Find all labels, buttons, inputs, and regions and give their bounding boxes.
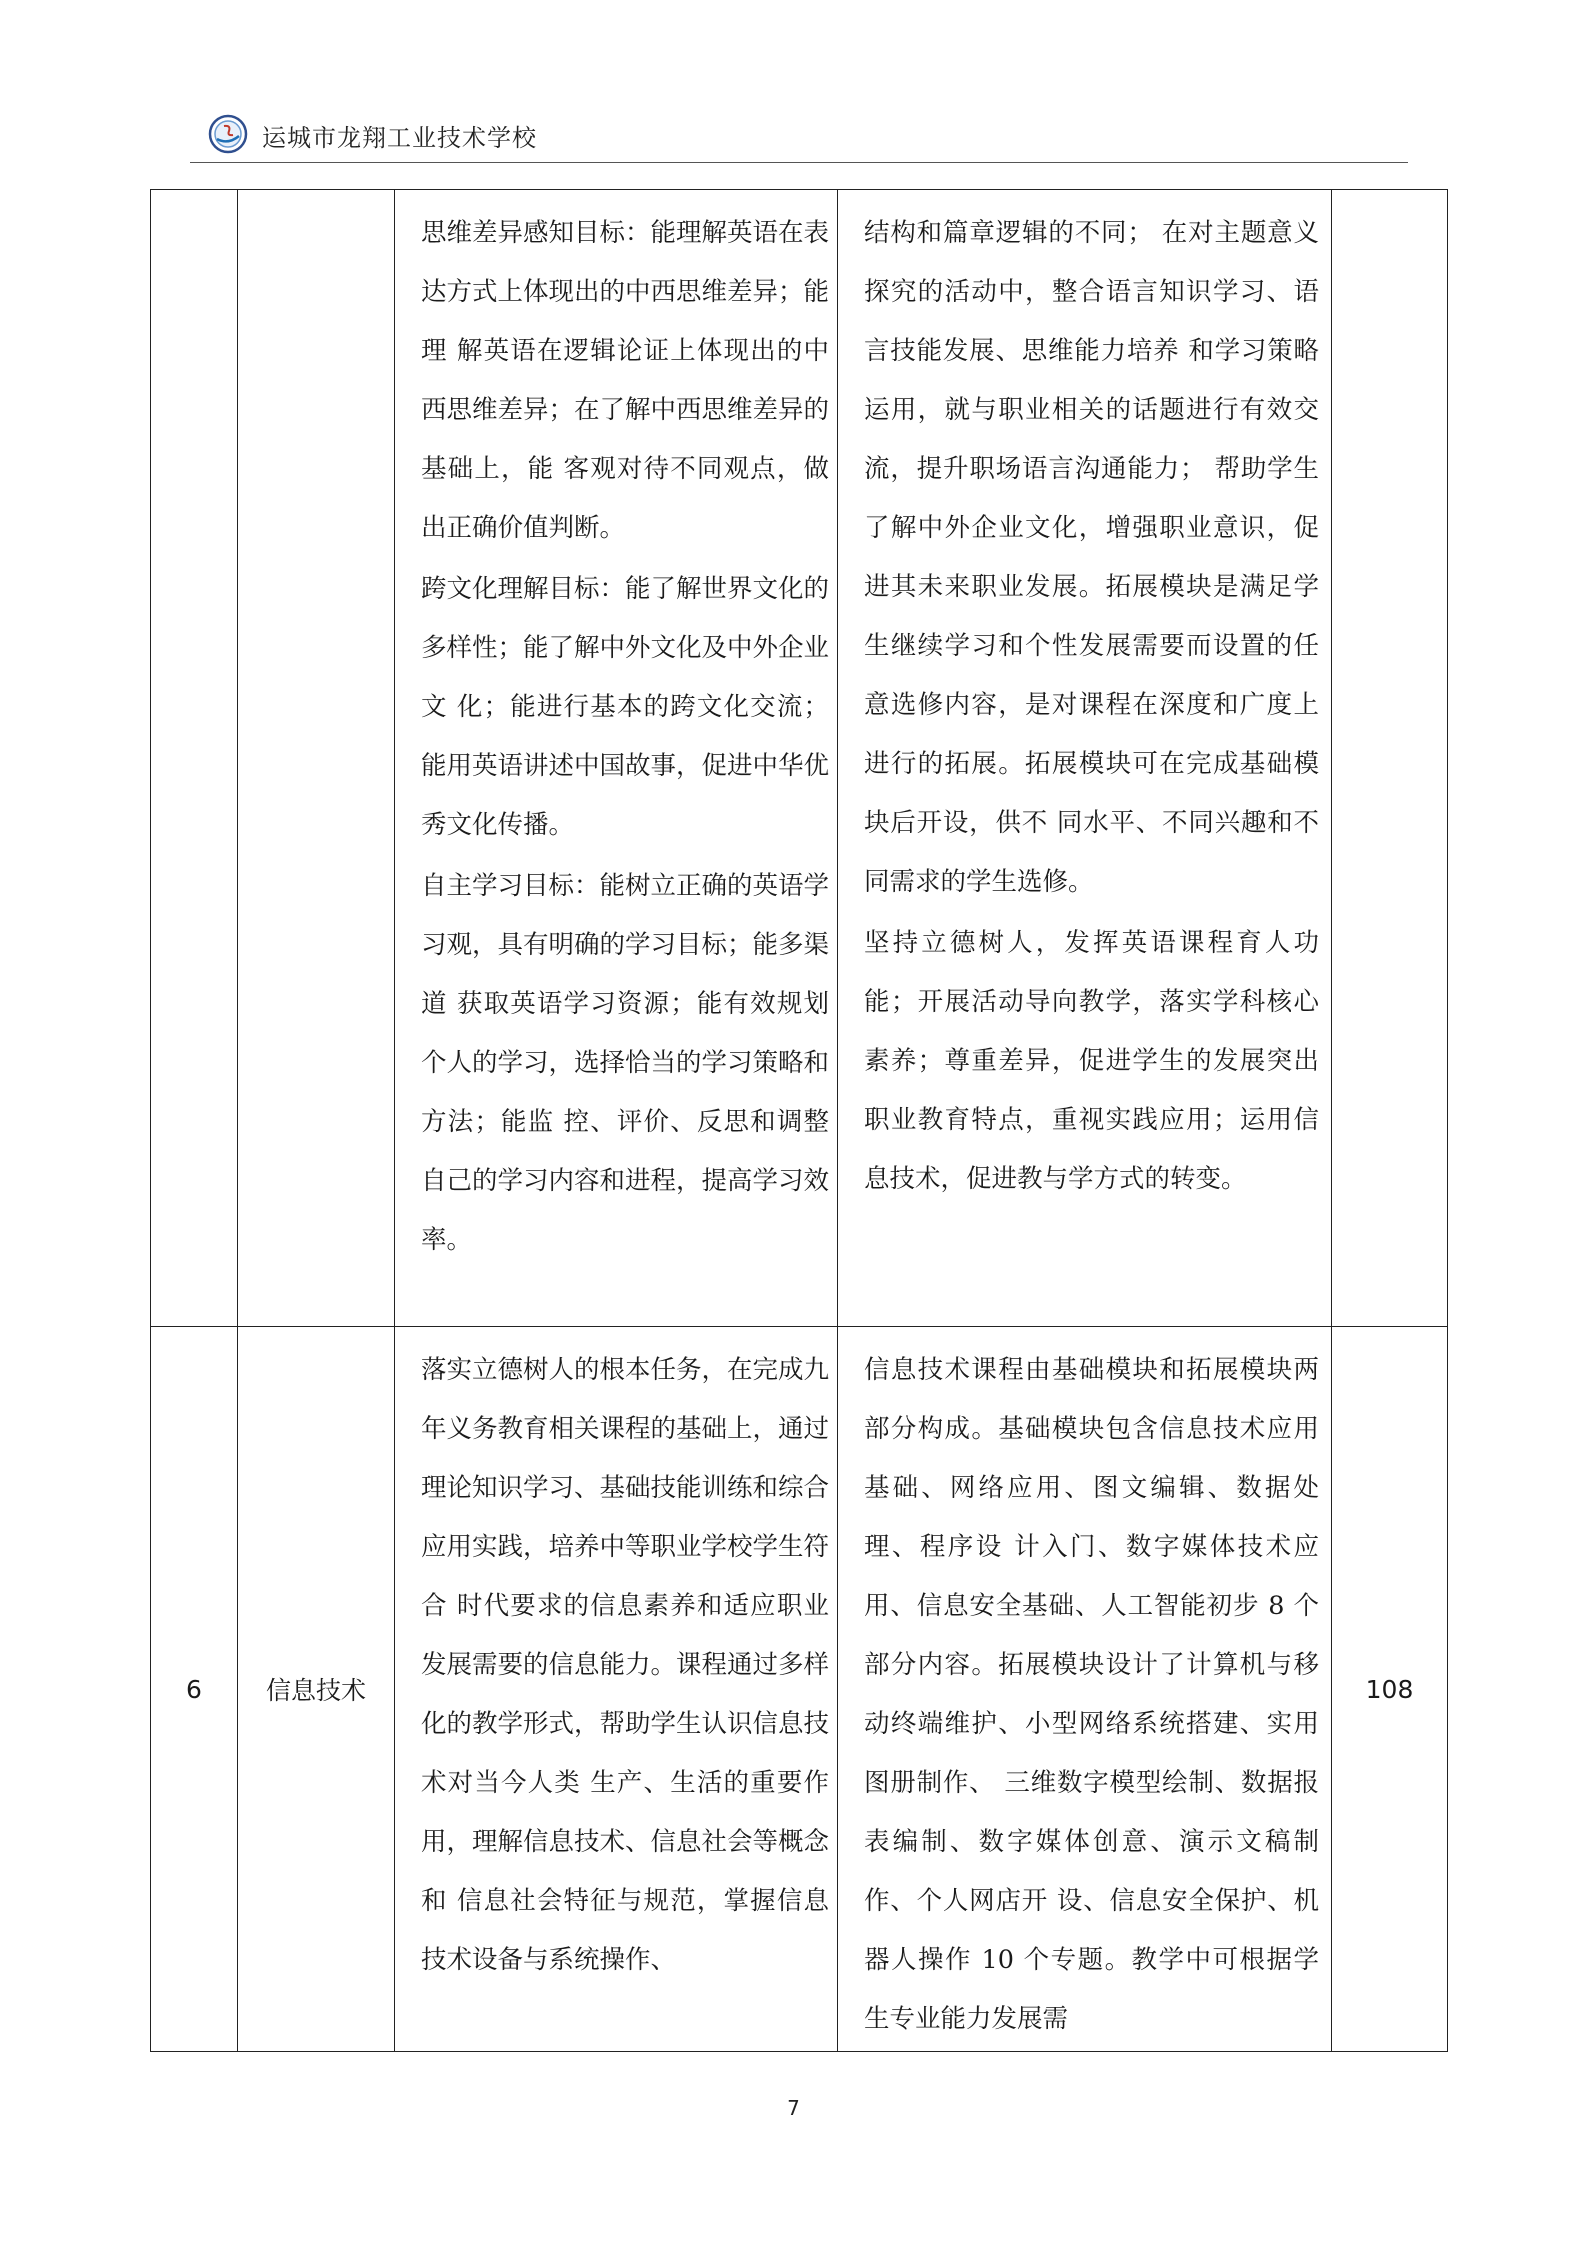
course-name-cell bbox=[238, 190, 395, 1327]
table-row bbox=[151, 190, 1448, 1327]
requirement-paragraph: 坚持立德树人，发挥英语课程育人功能；开展活动导向教学，落实学科核心素养；尊重差异，促进学生的发展突出职业教育特点，重视实践应用；运用信息技术，促进教与学方式的转变。 bbox=[864, 928, 1319, 1194]
requirements-cell bbox=[838, 190, 1332, 1327]
goals-cell bbox=[395, 1327, 838, 2052]
seq-cell bbox=[151, 190, 238, 1327]
school-name: 运城市龙翔工业技术学校 bbox=[262, 124, 537, 152]
school-logo-icon bbox=[208, 114, 248, 154]
course-name-cell: 信息技术 bbox=[238, 1327, 395, 2052]
hours-cell bbox=[1332, 190, 1448, 1327]
requirement-paragraph: 结构和篇章逻辑的不同； 在对主题意义探究的活动中，整合语言知识学习、语言技能发展、思维能力培养 和学习策略运用，就与职业相关的话题进行有效交流，提升职场语言沟通能力； 帮助学生了解中外企业文化，增强职业意识，促进其未来职业发展。拓展模块是满足学生继续学习和个性发展需要而设置的任意选修内容，是对课程在深度和广度上进行的拓展。拓展模块可在完成基础模块后开设，供不 同水平、不同兴趣和不同需求的学生选修。 bbox=[864, 218, 1319, 897]
goal-paragraph: 落实立德树人的根本任务，在完成九年义务教育相关课程的基础上，通过理论知识学习、基础技能训练和综合应用实践，培养中等职业学校学生符合 时代要求的信息素养和适应职业发展需要的信息能力。课程通过多样化的教学形式，帮助学生认识信息技术对当今人类 生产、生活的重要作用，理解信息技术、信息社会等概念和 信息社会特征与规范，掌握信息技术设备与系统操作、 bbox=[421, 1355, 830, 1975]
table-row bbox=[151, 1327, 1448, 2052]
hours-cell: 108 bbox=[1332, 1327, 1448, 2052]
page-header bbox=[190, 112, 1408, 163]
requirement-paragraph: 信息技术课程由基础模块和拓展模块两部分构成。基础模块包含信息技术应用基础、网络应用、图文编辑、数据处理、程序设 计入门、数字媒体技术应用、信息安全基础、人工智能初步 8 个部分内容。拓展模块设计了计算机与移动终端维护、小型网络系统搭建、实用图册制作、 三维数字模型绘制、数据报表编制、数字媒体创意、演示文稿制作、个人网店开 设、信息安全保护、机器人操作 10 个专题。教学中可根据学生专业能力发展需 bbox=[864, 1355, 1319, 2034]
goal-paragraph: 思维差异感知目标：能理解英语在表达方式上体现出的中西思维差异；能理 解英语在逻辑论证上体现出的中西思维差异；在了解中西思维差异的基础上，能 客观对待不同观点，做出正确价值判断。 bbox=[421, 218, 830, 543]
goals-cell bbox=[395, 190, 838, 1327]
goal-paragraph: 跨文化理解目标：能了解世界文化的多样性；能了解中外文化及中外企业文 化；能进行基本的跨文化交流；能用英语讲述中国故事，促进中华优秀文化传播。 bbox=[421, 574, 830, 840]
seq-cell: 6 bbox=[151, 1327, 238, 2052]
page-number: 7 bbox=[787, 2096, 800, 2120]
goal-paragraph: 自主学习目标：能树立正确的英语学习观，具有明确的学习目标；能多渠道 获取英语学习资源；能有效规划个人的学习，选择恰当的学习策略和方法；能监 控、评价、反思和调整自己的学习内容和进程，提高学习效率。 bbox=[421, 871, 830, 1255]
course-table bbox=[150, 189, 1448, 2052]
requirements-cell bbox=[838, 1327, 1332, 2052]
